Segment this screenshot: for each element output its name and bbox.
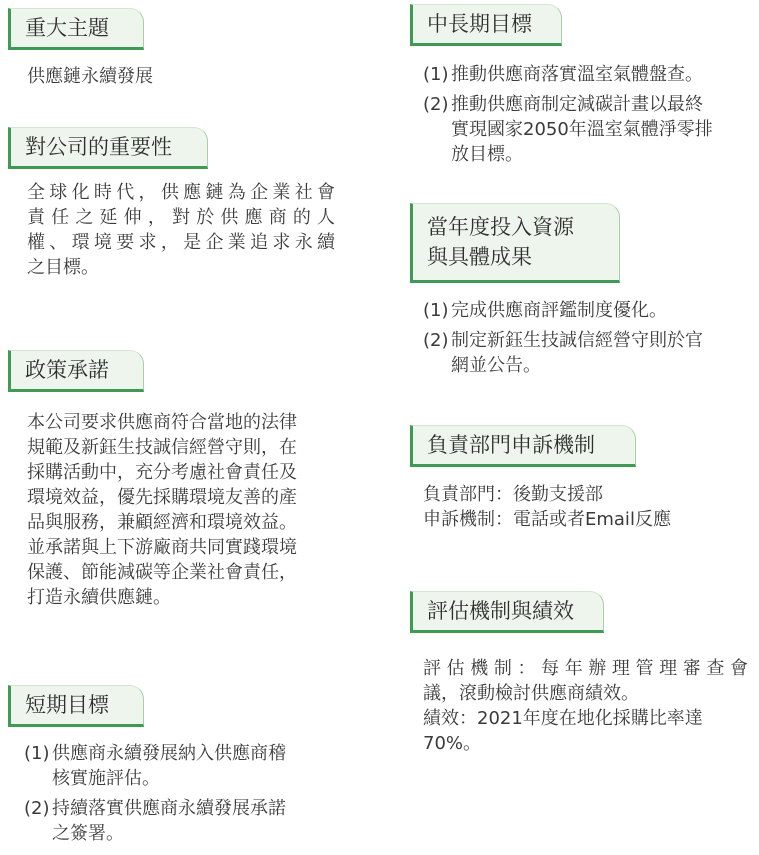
evaluation-text: 評估機制：每年辦理管理審查會 議，滾動檢討供應商績效。 績效：2021年度在地化採購比率達 70%。 [423,658,748,754]
mid-long-term-list [423,62,753,172]
short-term-heading: 短期目標 [8,685,144,727]
theme-text: 供應鏈永續發展 [27,66,153,87]
resources-list [423,298,753,383]
policy-text: 本公司要求供應商符合當地的法律 規範及新鈺生技誠信經營守則，在 採購活動中，充分考慮社會責任及 環境效益，優先採購環境友善的產 品與服務，兼顧經濟和環境效益。 並承諾與上下游廠商共同實踐環境 保護、節能減碳等企業社會責任， 打造永續供應鏈。 [27,412,297,608]
list-item: (1) 完成供應商評鑑制度優化。 [423,300,667,321]
importance-heading: 對公司的重要性 [8,127,208,169]
list-item: (1) 推動供應商落實溫室氣體盤查。 [423,64,703,85]
list-item: (1) 供應商永續發展納入供應商稽 核實施評估。 [24,743,286,789]
grievance-text: 負責部門：後勤支援部 申訴機制：電話或者Email反應 [423,484,671,530]
evaluation-heading: 評估機制與績效 [410,591,604,633]
grievance-heading: 負責部門申訴機制 [410,425,636,467]
policy-heading: 政策承諾 [8,350,144,392]
short-term-list [24,741,339,851]
resources-heading: 當年度投入資源 與具體成果 [410,203,620,283]
mid-long-term-heading: 中長期目標 [410,4,562,46]
importance-text: 全球化時代，供應鏈為企業社會 責任之延伸，對於供應商的人 權、環境要求，是企業追求永續 之目標。 [27,182,335,278]
list-item: (2) 制定新鈺生技誠信經營守則於官 網並公告。 [423,330,703,376]
list-item: (2) 推動供應商制定減碳計畫以最終 實現國家2050年溫室氣體淨零排 放目標。 [423,94,713,165]
theme-heading: 重大主題 [8,8,144,50]
list-item: (2) 持續落實供應商永續發展承諾 之簽署。 [24,798,286,844]
